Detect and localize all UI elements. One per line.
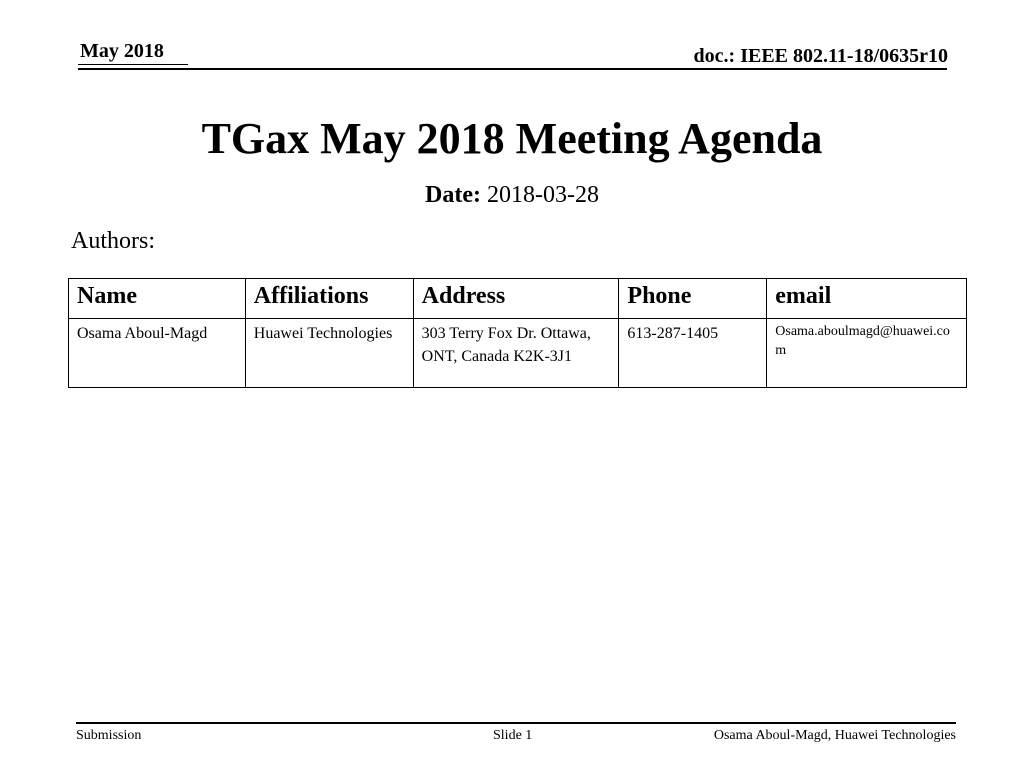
footer-author: Osama Aboul-Magd, Huawei Technologies <box>713 728 956 743</box>
header-rule <box>78 68 947 70</box>
date-line <box>0 182 1024 209</box>
footer-submission: Submission <box>76 728 142 743</box>
author-address: 303 Terry Fox Dr. Ottawa, ONT, Canada K2K-3J1 <box>413 319 619 388</box>
column-header-name: Name <box>69 279 246 319</box>
authors-label: Authors: <box>71 228 155 254</box>
footer-slide-number: Slide 1 <box>493 728 533 743</box>
header-date: May 2018 <box>80 40 164 62</box>
footer-rule <box>76 722 956 724</box>
column-header-affiliations: Affiliations <box>245 279 413 319</box>
author-affiliation: Huawei Technologies <box>245 319 413 388</box>
author-phone: 613-287-1405 <box>619 319 767 388</box>
header-date-underline <box>78 64 188 65</box>
author-email: Osama.aboulmagd@huawei.com <box>767 319 967 388</box>
column-header-address: Address <box>413 279 619 319</box>
column-header-phone: Phone <box>619 279 767 319</box>
header-doc-id: doc.: IEEE 802.11-18/0635r10 <box>693 45 948 67</box>
table-row <box>69 319 967 388</box>
date-value: 2018-03-28 <box>486 182 599 208</box>
column-header-email: email <box>767 279 967 319</box>
author-name: Osama Aboul-Magd <box>69 319 246 388</box>
table-header-row <box>69 279 967 319</box>
date-label: Date: <box>425 182 481 208</box>
authors-table <box>68 278 967 388</box>
slide-title: TGax May 2018 Meeting Agenda <box>201 114 823 163</box>
